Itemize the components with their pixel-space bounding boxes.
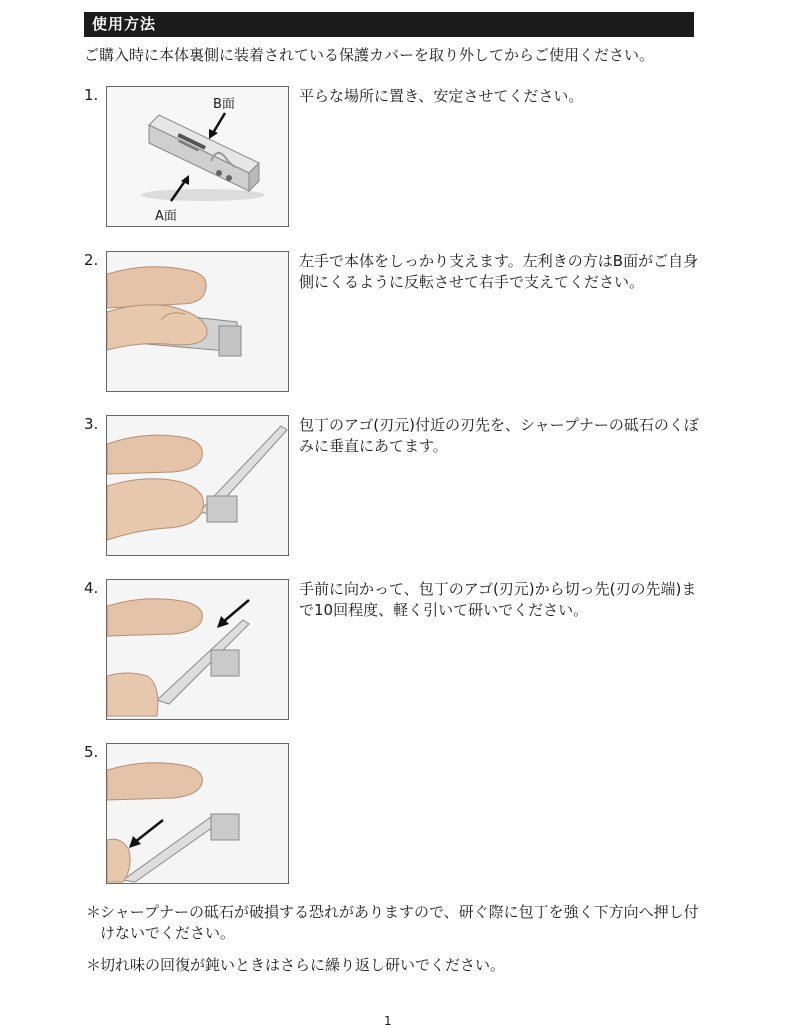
note-mark: ＊: [86, 956, 102, 974]
notes: [86, 902, 706, 987]
step-1-photo: [106, 86, 289, 227]
step-5-photo: [106, 743, 289, 884]
note-text: 切れ味の回復が鈍いときはさらに繰り返し研いでください。: [100, 956, 506, 974]
page-number: 1: [384, 1014, 392, 1028]
step-2-photo: [106, 251, 289, 392]
step-text: 左手で本体をしっかり支えます。左利きの方はB面がご自身側にくるように反転させて右手で支えてください。: [299, 252, 699, 291]
step-text: 平らな場所に置き、安定させてください。: [299, 87, 584, 105]
step-text: 手前に向かって、包丁のアゴ(刃元)から切っ先(刃の先端)まで10回程度、軽く引いて研いでください。: [299, 580, 697, 619]
note-mark: ＊: [86, 903, 102, 921]
step-number: 2.: [84, 251, 99, 269]
step-number: 3.: [84, 415, 99, 433]
note-item: [86, 902, 706, 944]
step-number: 1.: [84, 86, 99, 104]
note-item: [86, 955, 706, 976]
label-b-side: B面: [213, 97, 235, 112]
step-4-photo: [106, 579, 289, 720]
label-a-side: A面: [155, 209, 177, 224]
step-3-photo: [106, 415, 289, 556]
section-title: 使用方法: [92, 15, 157, 33]
note-text: シャープナーの砥石が破損する恐れがありますので、研ぐ際に包丁を強く下方向へ押し付けないでください。: [100, 903, 699, 942]
section-header: [84, 12, 694, 37]
intro-text: ご購入時に本体裏側に装着されている保護カバーを取り外してからご使用ください。: [84, 46, 655, 64]
step-text: 包丁のアゴ(刃元)付近の刃先を、シャープナーの砥石のくぼみに垂直にあてます。: [299, 416, 699, 455]
step-number: 5.: [84, 743, 99, 761]
step-number: 4.: [84, 579, 99, 597]
